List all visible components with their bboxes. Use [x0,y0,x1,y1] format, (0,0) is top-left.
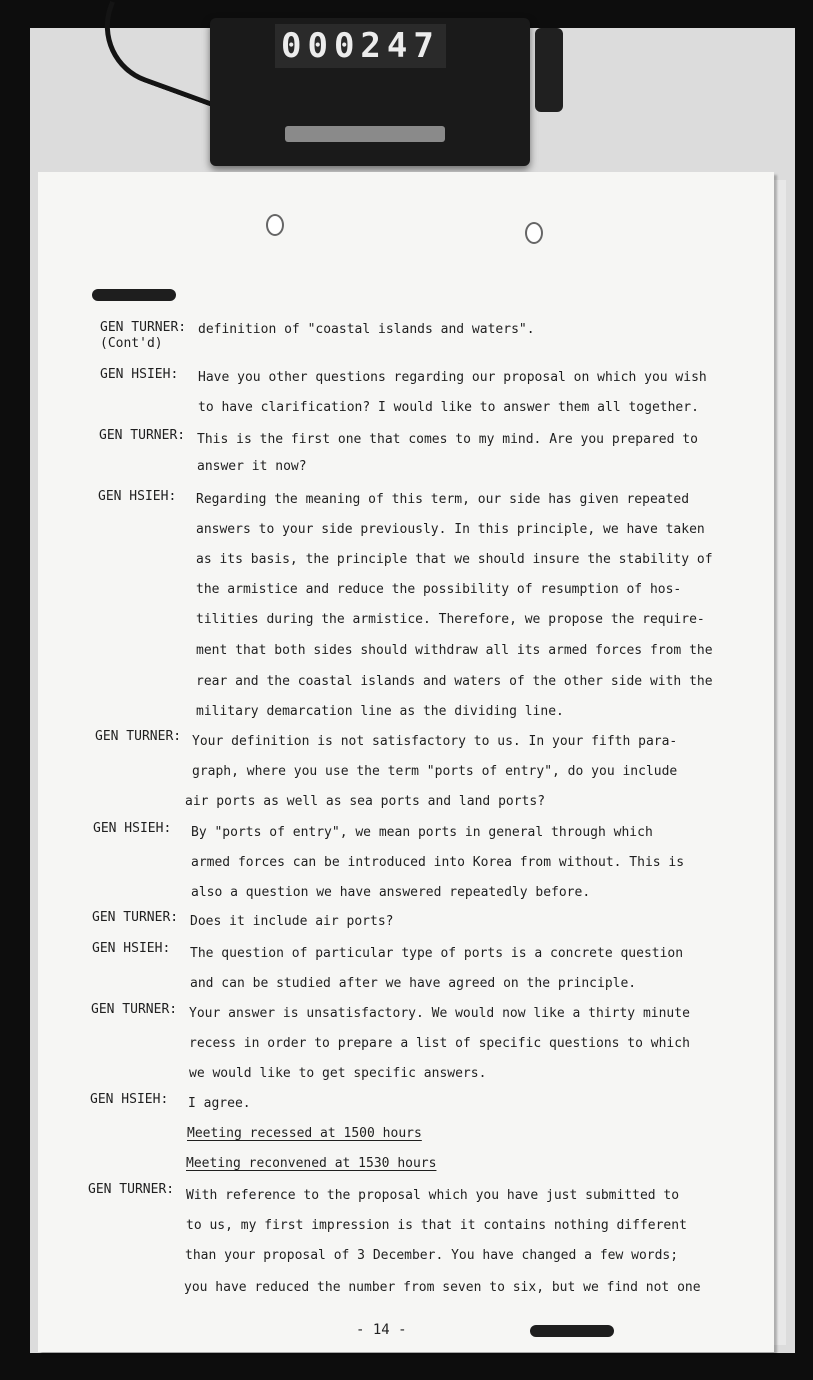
speech-line: I agree. [188,1096,251,1111]
speaker-label: GEN TURNER: [95,729,182,744]
speaker-label: GEN HSIEH: [100,367,179,382]
speaker-label: GEN TURNER: [91,1002,178,1017]
speech-line: you have reduced the number from seven to six, but we find not one [184,1280,701,1295]
speech-line: answers to your side previously. In this principle, we have taken [196,522,705,537]
frame-counter [210,18,530,166]
speaker-label: GEN TURNER: [88,1182,175,1197]
punch-hole-left [266,214,284,236]
speech-line: the armistice and reduce the possibility of resumption of hos- [196,582,682,597]
speech-line: air ports as well as sea ports and land ports? [185,794,546,809]
speech-line: and can be studied after we have agreed on the principle. [190,976,637,991]
speech-line: recess in order to prepare a list of specific questions to which [189,1036,690,1051]
speaker-label: GEN HSIEH: [90,1092,169,1107]
counter-knob [535,28,563,112]
speech-line: Have you other questions regarding our proposal on which you wish [198,370,707,385]
speaker-label: GEN TURNER: [100,320,187,335]
redaction-mark-top [92,289,176,301]
speaker-label: GEN TURNER: [92,910,179,925]
speech-line: also a question we have answered repeatedly before. [191,885,591,900]
speech-line: tilities during the armistice. Therefore, we propose the require- [196,612,705,627]
speech-line: answer it now? [197,459,307,474]
speaker-label: GEN HSIEH: [92,941,171,956]
speech-line: This is the first one that comes to my mind. Are you prepared to [197,432,698,447]
page-number: - 14 - [356,1322,407,1338]
speech-line: ment that both sides should withdraw all its armed forces from the [196,643,713,658]
redaction-mark-bottom [530,1325,614,1337]
speech-line: Your definition is not satisfactory to us. In your fifth para- [192,734,678,749]
speech-line: to us, my first impression is that it contains nothing different [186,1218,687,1233]
speech-line: rear and the coastal islands and waters of the other side with the [196,674,713,689]
speech-line: graph, where you use the term "ports of entry", do you include [192,764,678,779]
speech-line: By "ports of entry", we mean ports in general through which [191,825,653,840]
speaker-label: GEN TURNER: [99,428,186,443]
speech-line: armed forces can be introduced into Korea from without. This is [191,855,685,870]
counter-plate [285,126,445,142]
speaker-continued: (Cont'd) [100,336,163,351]
speaker-label: GEN HSIEH: [93,821,172,836]
reconvene-note: Meeting reconvened at 1530 hours [186,1156,437,1171]
speech-line: military demarcation line as the dividing line. [196,704,564,719]
speech-line: Does it include air ports? [190,914,394,929]
speech-line: to have clarification? I would like to answer them all together. [198,400,699,415]
speech-line: Regarding the meaning of this term, our side has given repeated [196,492,690,507]
punch-hole-right [525,222,543,244]
speech-line: With reference to the proposal which you have just submitted to [186,1188,680,1203]
speech-line: we would like to get specific answers. [189,1066,487,1081]
recess-note: Meeting recessed at 1500 hours [187,1126,422,1141]
counter-digits: 000247 [275,24,446,68]
speech-line: The question of particular type of ports is a concrete question [190,946,684,961]
speech-line: as its basis, the principle that we should insure the stability of [196,552,713,567]
speech-line: definition of "coastal islands and waters". [198,322,535,337]
speaker-label: GEN HSIEH: [98,489,177,504]
speech-line: Your answer is unsatisfactory. We would now like a thirty minute [189,1006,690,1021]
speech-line: than your proposal of 3 December. You have changed a few words; [185,1248,679,1263]
